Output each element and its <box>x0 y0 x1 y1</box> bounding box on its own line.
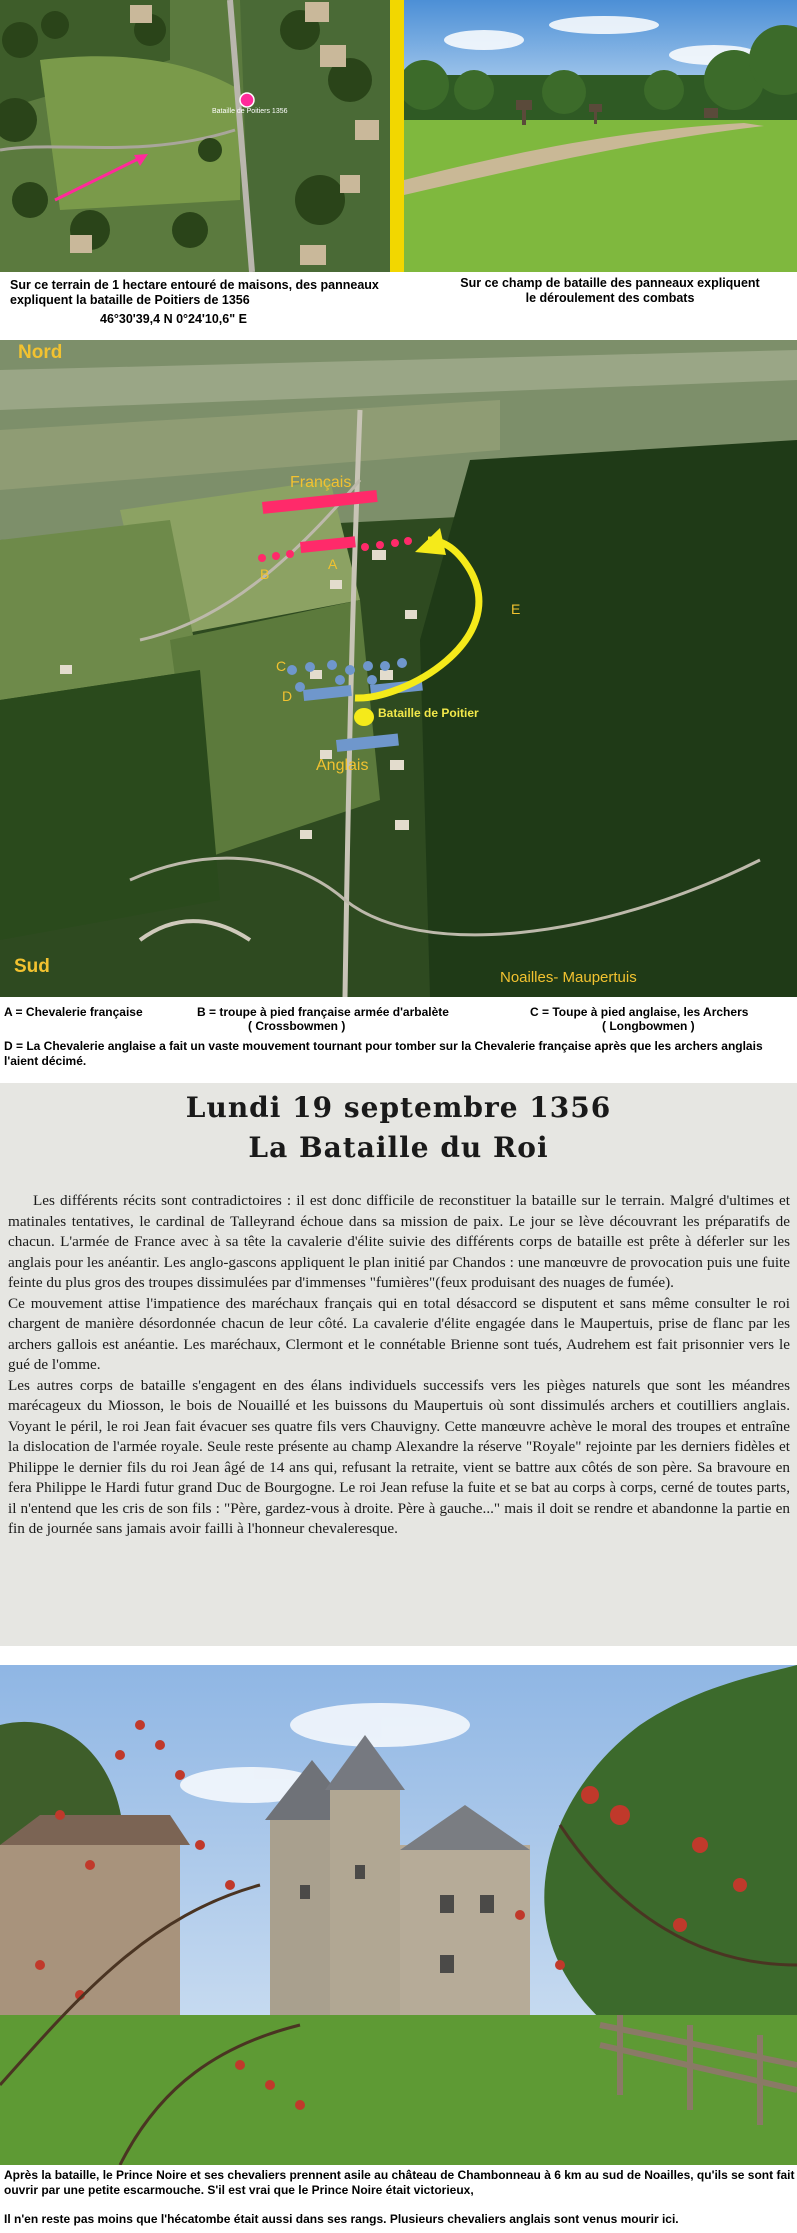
chateau-photo <box>0 1665 797 2165</box>
marker-e: E <box>511 601 521 617</box>
legend-c: C = Toupe à pied anglaise, les Archers <box>530 1005 749 1019</box>
history-text-panel <box>0 1083 797 1646</box>
legend-d: D = La Chevalerie anglaise a fait un vaste mouvement tournant pour tomber sur la Chevalerie française après que les archers anglais l'aient décimé. <box>4 1039 763 1068</box>
anglais-label: Anglais <box>316 757 369 774</box>
legend-c-sub: ( Longbowmen ) <box>602 1019 695 1033</box>
history-body <box>8 1191 790 1540</box>
francais-label: Français <box>290 474 352 491</box>
aerial-map-drawing <box>0 340 797 997</box>
satellite-map-image <box>0 0 390 272</box>
bataille-label: Bataille de Poitier <box>378 706 479 720</box>
aerial-battle-map <box>0 340 797 997</box>
battle-heading: La Bataille du Roi <box>248 1131 549 1164</box>
chateau-photo-drawing <box>0 1665 797 2165</box>
battlefield-photo <box>404 0 797 272</box>
north-label: Nord <box>18 342 63 363</box>
bottom-caption-line1: Après la bataille, le Prince Noire et ses chevaliers prennent asile au château de Chambonneau à 6 km au sud de Noailles, qu'ils se sont fait ouvrir par une petite escarmouche. S'il est vrai que le Prince Noire était victorieux, <box>4 2168 795 2197</box>
yellow-divider <box>390 0 404 272</box>
marker-a: A <box>328 556 338 572</box>
legend-a: A = Chevalerie française <box>4 1005 143 1019</box>
paragraph-3: Les autres corps de bataille s'engagent en des élans individuels successifs vers les pièges naturels que sont les méandres marécageux du Miosson, le bois de Nouaillé et les buissons du Maupertuis où sont dissimulés archers et coutilliers anglais. Voyant le péril, le roi Jean fait évacuer ses quatre fils vers Chauvigny. Cette manœuvre achève le moral des troupes et entraîne la dislocation de l'armée royale. Seule reste présente au champ Alexandre la réserve "Royale" rejointe par les derniers fidèles et Philippe le dernier fils du roi Jean âgé de 14 ans qui, refusant la retraite, vient se battre aux côtés de son père. Sa bravoure en fera Philippe le Hardi futur grand Duc de Bourgogne. Le roi Jean refuse la fuite et se bat au corps à corps, cerné de toutes parts, il n'entend que les cris de son fils : "Père, gardez-vous à droite. Père à gauche..." mais il doit se rendre et abandonne la partie en fin de journée sans jamais avoir failli à l'honneur chevaleresque. <box>8 1376 790 1537</box>
paragraph-1: Les différents récits sont contradictoires : il est donc difficile de reconstituer la bataille sur le terrain. Malgré d'ultimes et matinales tentatives, le cardinal de Talleyrand échoue dans sa mission de paix. Le jour se lève découvrant les préparatifs de chacun. L'armée de France avec à sa tête la cavalerie d'élite suivie des différents corps de bataille est prête à déferler sur les anglais pour les anéantir. Les anglo-gascons appliquent le plan initié par Chandos : une manœuvre de provocation puis une fuite feinte du plus gros des troupes dissimulées par d'immenses "fumières"(feux produisant des nuages de fumée). <box>8 1192 790 1291</box>
date-heading: Lundi 19 septembre 1356 <box>185 1091 612 1124</box>
legend-b-sub: ( Crossbowmen ) <box>248 1019 346 1033</box>
battlefield-photo-drawing <box>404 0 797 272</box>
battle-marker-label: Bataille de Poitiers 1356 <box>212 108 288 115</box>
coordinates: 46°30'39,4 N 0°24'10,6" E <box>100 312 247 326</box>
satellite-map-drawing <box>0 0 390 272</box>
marker-b: B <box>260 566 270 582</box>
south-label: Sud <box>14 956 50 977</box>
map-caption: Sur ce terrain de 1 hectare entouré de maisons, des panneaux expliquent la bataille de Poitiers de 1356 <box>10 278 379 307</box>
legend-b: B = troupe à pied française armée d'arbalète <box>197 1005 449 1019</box>
place-label: Noailles- Maupertuis <box>500 969 637 986</box>
marker-d: D <box>282 688 293 704</box>
marker-c: C <box>276 658 287 674</box>
bottom-caption-line2: Il n'en reste pas moins que l'hécatombe était aussi dans ses rangs. Plusieurs chevaliers anglais sont venus mourir ici. <box>4 2212 679 2226</box>
photo-caption: Sur ce champ de bataille des panneaux expliquent le déroulement des combats <box>460 276 760 305</box>
paragraph-2: Ce mouvement attise l'impatience des maréchaux français qui en total désaccord se disputent et sans même consulter le roi chargent de manière désordonnée chacun de leur côté. La cavalerie d'élite engagée dans le Maupertuis, prise de flanc par les archers gallois est anéantie. Les maréchaux, Clermont et le connétable Brienne sont tués, Audrehem est fait prisonnier vers le gué de l'omme. <box>8 1294 790 1373</box>
